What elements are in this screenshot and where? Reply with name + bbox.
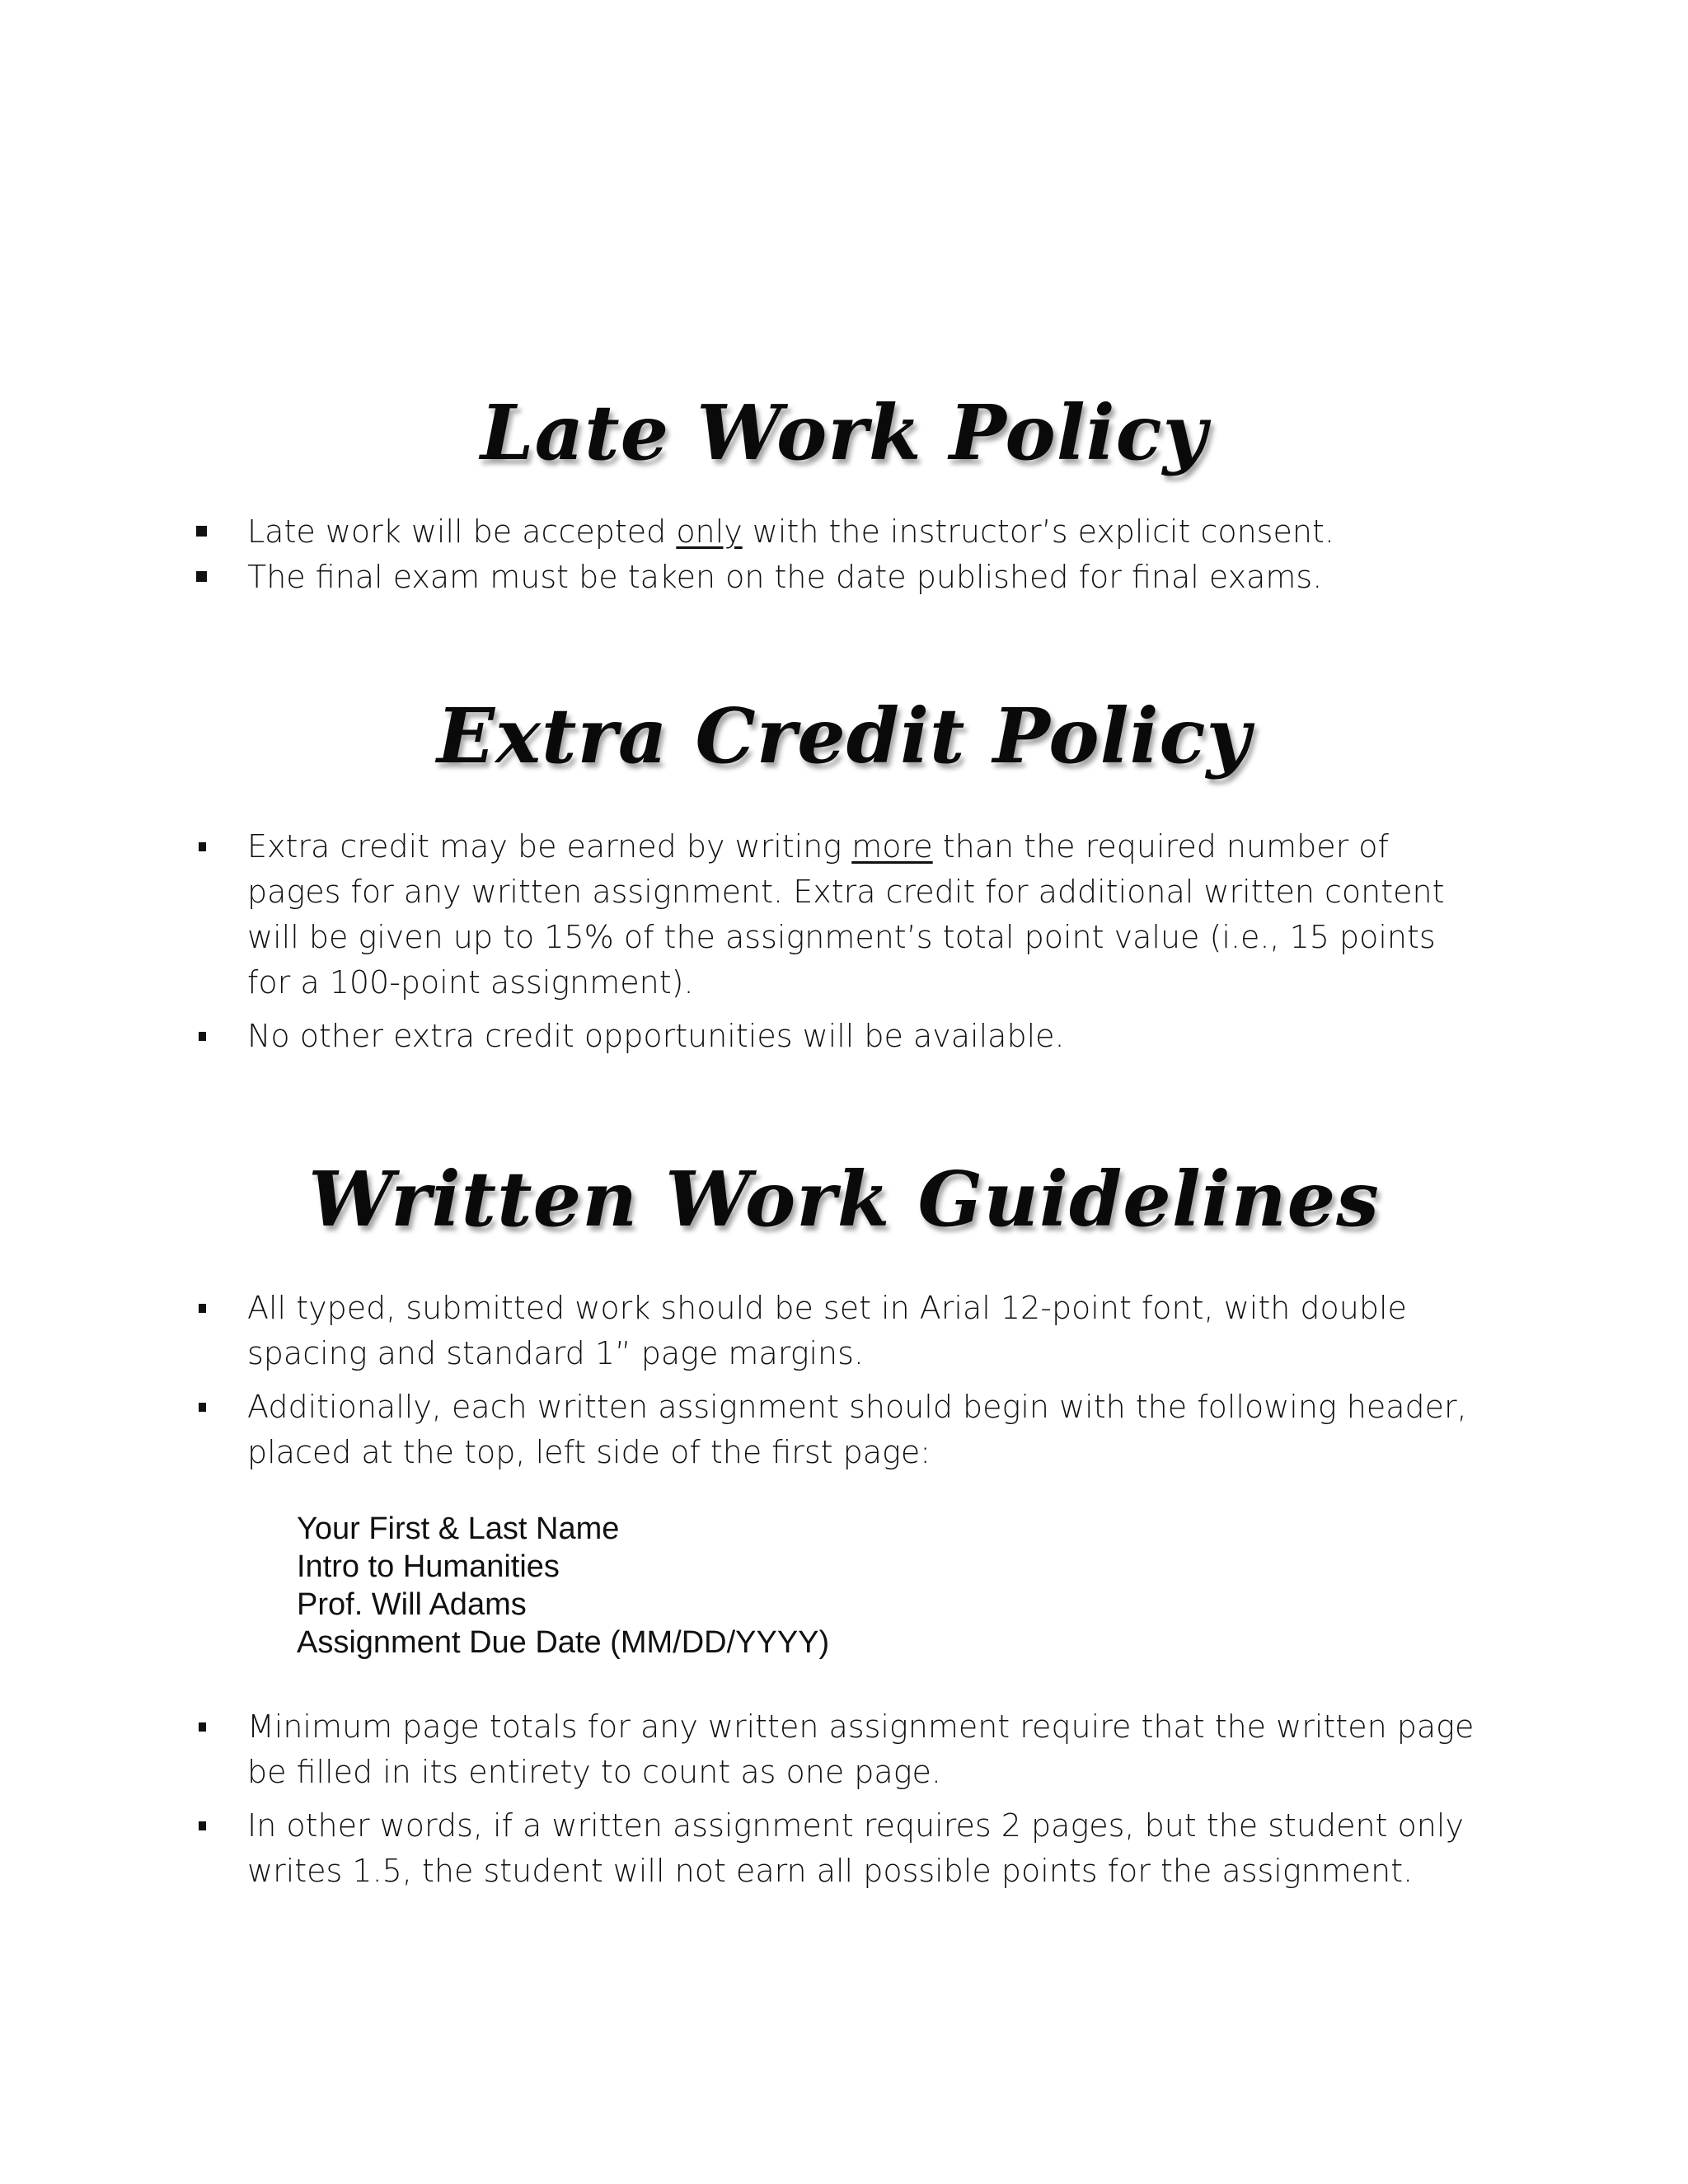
square-bullet-icon — [196, 571, 207, 582]
list-item: Minimum page totals for any written assignment require that the written page be filled in its entirety to count as one page. — [0, 1704, 1475, 1795]
header-example-block — [297, 1510, 829, 1661]
square-bullet-icon — [199, 842, 206, 851]
square-bullet-icon — [199, 1821, 206, 1830]
list-item: Additionally, each written assignment should begin with the following header, placed at the top, left side of the first page: — [0, 1385, 1475, 1475]
extra-credit-list — [0, 824, 1688, 1059]
square-bullet-icon — [196, 526, 207, 537]
square-bullet-icon — [199, 1032, 206, 1041]
list-item: Late work will be accepted only with the instructor’s explicit consent. — [0, 509, 1475, 555]
list-item: In other words, if a written assignment requires 2 pages, but the student only writes 1.5, the student will not earn all possible points for the assignment. — [0, 1803, 1475, 1894]
header-example-line: Prof. Will Adams — [297, 1587, 527, 1622]
header-example-line: Your First & Last Name — [297, 1511, 620, 1546]
written-work-list-top — [0, 1286, 1688, 1475]
late-work-list — [0, 509, 1688, 600]
late-work-heading: Late Work Policy — [480, 388, 1208, 477]
square-bullet-icon — [199, 1722, 206, 1732]
written-work-list-bottom — [0, 1704, 1688, 1894]
square-bullet-icon — [199, 1304, 206, 1313]
written-work-heading: Written Work Guidelines — [308, 1155, 1380, 1244]
header-example-line: Intro to Humanities — [297, 1549, 560, 1584]
header-example-line: Assignment Due Date (MM/DD/YYYY) — [297, 1625, 830, 1660]
extra-credit-heading: Extra Credit Policy — [436, 691, 1252, 780]
list-item: The final exam must be taken on the date published for final exams. — [0, 555, 1475, 600]
list-item: Extra credit may be earned by writing more than the required number of pages for any written assignment. Extra credit for additional written content will be given up to 15% of the assignment’s total point value (i.e., 15 points for a 100-point assignment). — [0, 824, 1475, 1005]
list-item: All typed, submitted work should be set in Arial 12-point font, with double spacing and standard 1” page margins. — [0, 1286, 1475, 1376]
list-item: No other extra credit opportunities will be available. — [0, 1014, 1475, 1059]
square-bullet-icon — [199, 1403, 206, 1412]
